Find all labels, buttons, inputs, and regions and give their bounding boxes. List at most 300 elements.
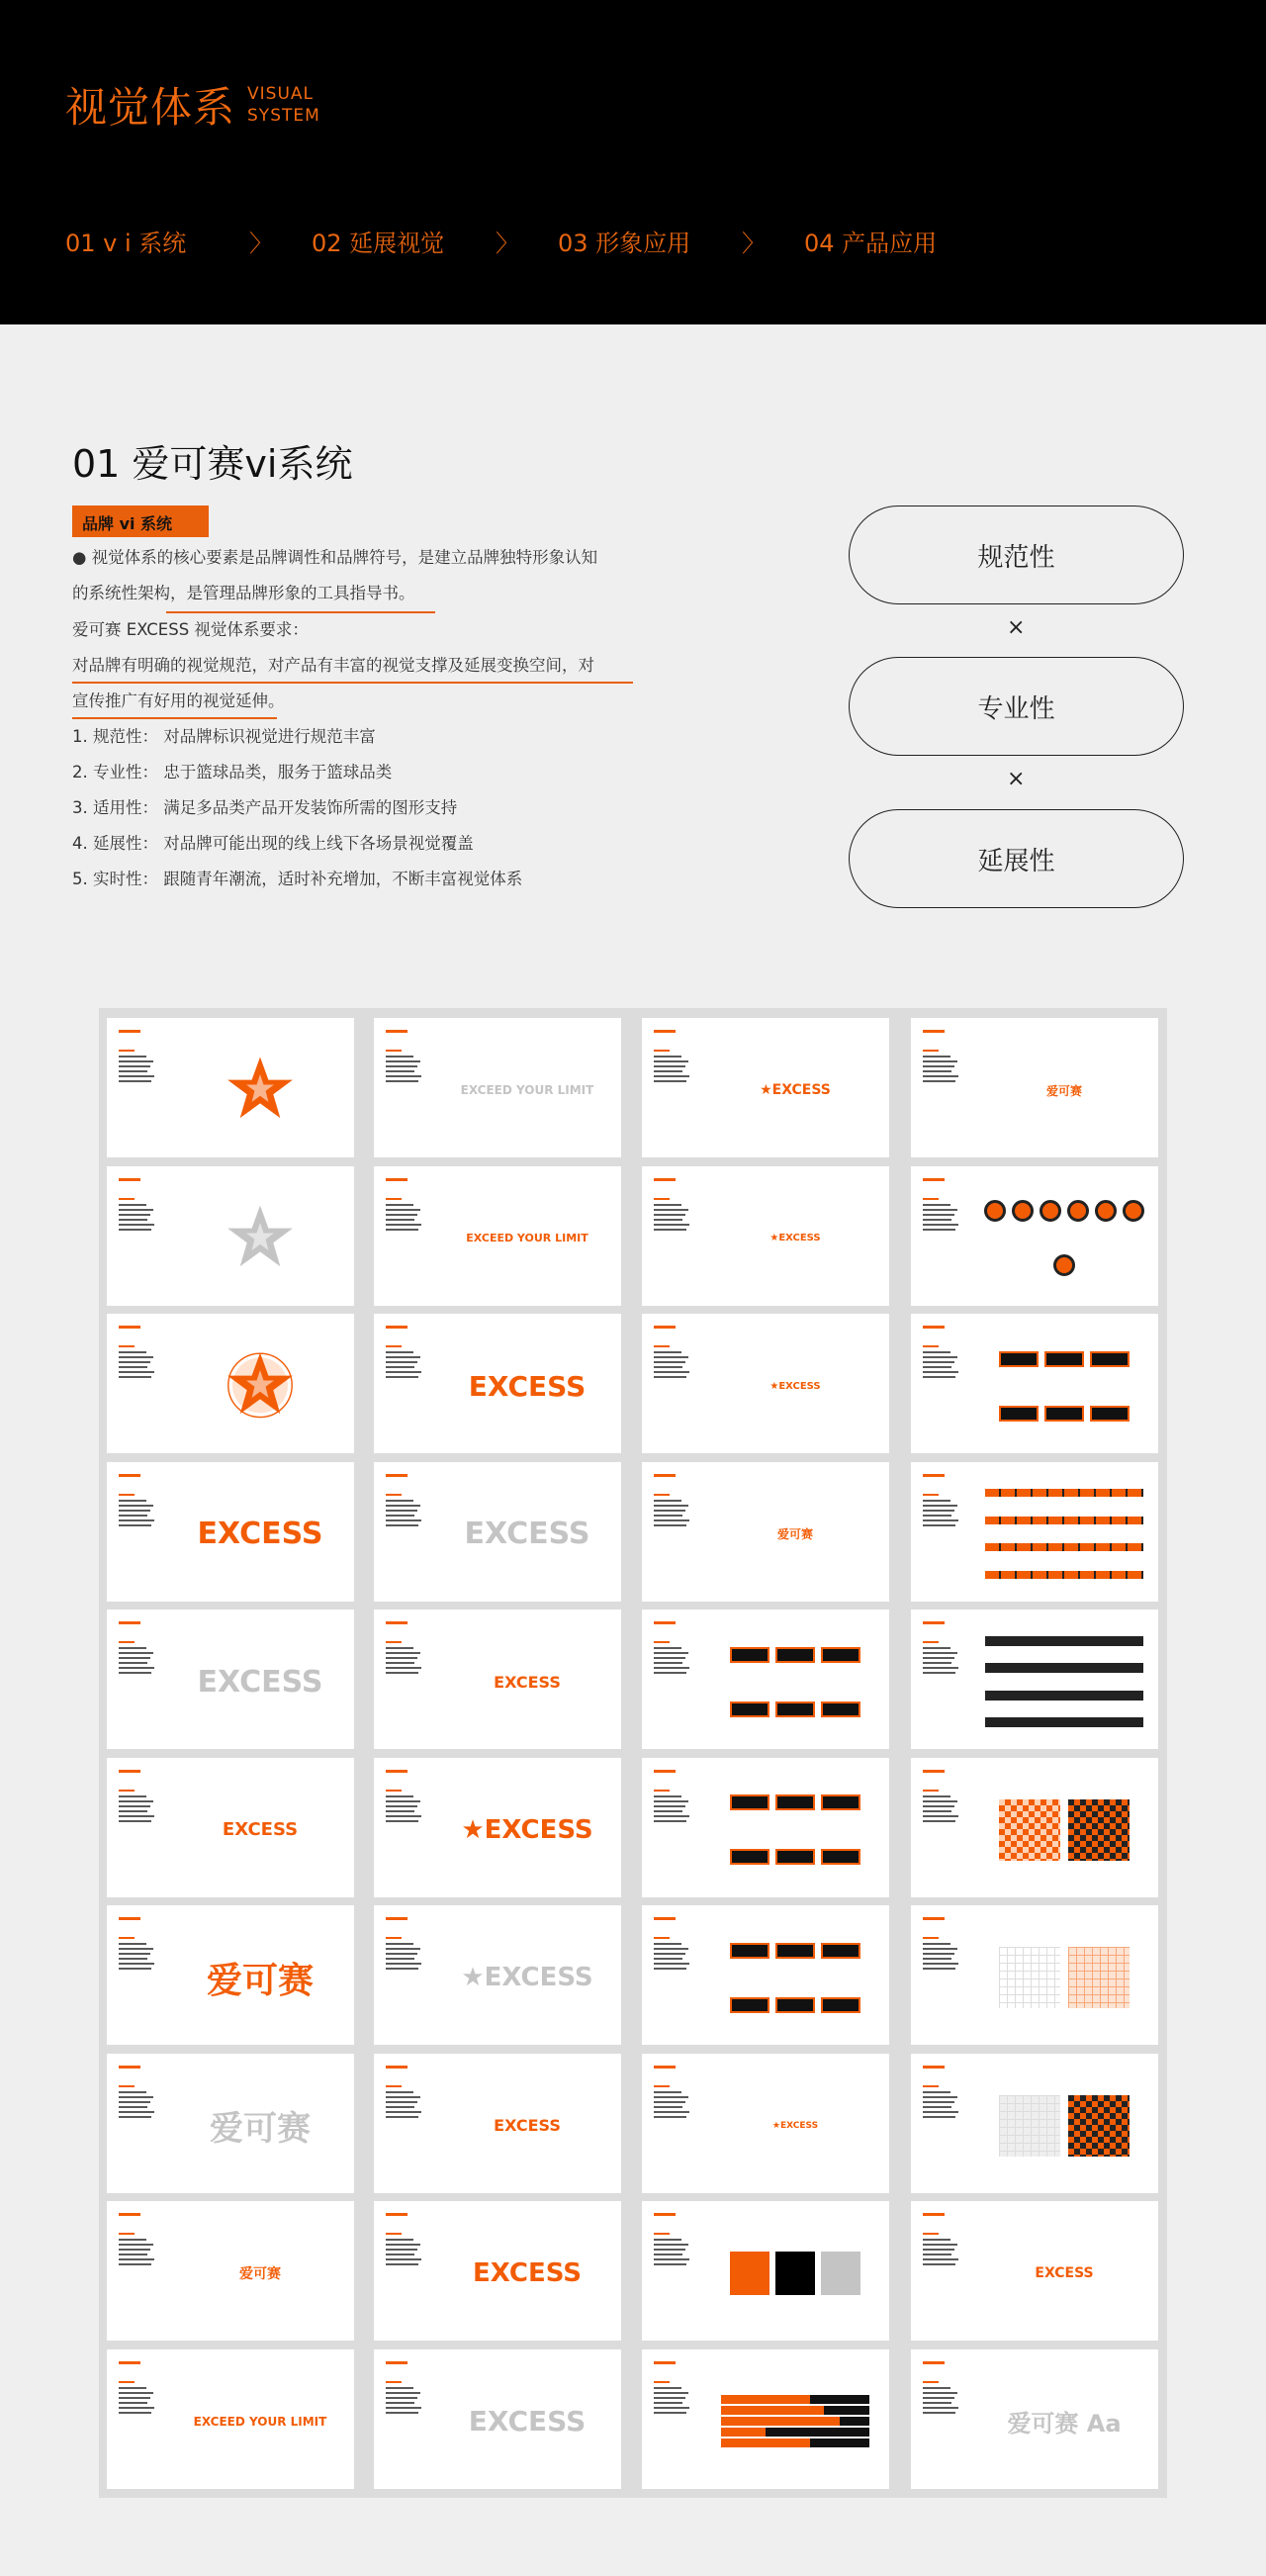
thumb-text-line [654,1070,682,1072]
thumb-text-line [654,1953,685,1955]
thumb-visual [176,1480,344,1589]
thumb-title [654,1917,676,1920]
thumb-title [119,2361,140,2364]
thumb-text-line [654,1056,681,1058]
nav-item-extension[interactable]: 02 延展视觉 [312,230,445,257]
vi-page-thumbnail[interactable] [107,1314,354,1453]
thumb-text-line [119,1963,154,1965]
thumb-text-line [923,1361,954,1363]
title-cn: 视觉体系 [65,83,236,132]
thumb-title [386,1178,407,1181]
vi-page-thumbnail[interactable] [911,1314,1158,1453]
thumb-text-line [386,1805,417,1807]
thumb-text-line [654,1524,686,1526]
thumb-title [923,1770,945,1773]
thumb-text-line [654,1224,689,1226]
thumb-text-line [923,1376,955,1378]
thumb-title [386,1621,407,1624]
thumb-subtitle [386,2085,402,2087]
logo-wordmark: 爱可赛 Aa [1007,2410,1122,2438]
thumb-text-line [386,2402,414,2404]
thumb-text-line [386,1371,421,1373]
nav-item-vi[interactable]: 01 v i 系统 [65,230,187,257]
thumb-text-line [386,1080,418,1082]
vi-page-thumbnail[interactable] [107,1610,354,1749]
color-swatch [730,2252,769,2295]
nav-item-image[interactable]: 03 形象应用 [558,230,691,257]
logo-block [730,1943,769,1959]
thumb-subtitle [119,1494,135,1496]
thumb-text-line [386,2111,421,2113]
thumb-text-line [119,1652,153,1654]
thumb-visual [711,2367,879,2476]
thumb-visual [443,2071,611,2180]
logo-block [821,1943,860,1959]
thumb-text-line [654,2239,681,2241]
thumb-text-line [654,2091,681,2093]
thumb-text-line [923,2101,954,2103]
body-line: 宣传推广有好用的视觉延伸。 [72,691,285,710]
stripe-band [985,1663,1143,1673]
grid-pattern [999,2095,1060,2157]
thumb-text-line [119,1657,150,1659]
thumb-text-line [654,2116,686,2118]
thumb-text-line [923,1219,951,1221]
thumb-subtitle [386,1345,402,1347]
vi-page-thumbnail[interactable] [374,2349,621,2489]
thumb-text-line [923,1224,958,1226]
thumb-visual [980,2367,1148,2476]
vi-page-thumbnail[interactable] [107,2349,354,2489]
header [0,0,1266,324]
logo-wordmark: 爱可赛 [776,1527,813,1541]
vi-page-thumbnail[interactable] [374,1758,621,1897]
thumb-text-line [386,1500,413,1502]
thumb-text-line [119,1524,151,1526]
thumb-text-line [923,2397,954,2399]
thumb-text-line [386,2096,420,2098]
thumb-text-line [654,1657,685,1659]
ratio-bar [721,2438,869,2447]
thumb-text-line [654,1510,685,1512]
chevron-right-icon: 〉 [742,230,766,257]
vi-page-thumbnail[interactable] [911,1166,1158,1306]
thumb-subtitle [654,1494,670,1496]
body-line: ● 视觉体系的核心要素是品牌调性和品牌符号，是建立品牌独特形象认知 [72,548,598,567]
thumb-title [654,1030,676,1033]
vi-page-thumbnail[interactable] [642,1610,889,1749]
logo-block [1090,1406,1130,1422]
vi-page-thumbnail[interactable] [911,2201,1158,2341]
thumb-text-line [386,1657,417,1659]
badge-icon [1053,1254,1075,1276]
thumb-title [923,1326,945,1329]
thumb-text-line [386,1351,413,1353]
badge-icon [1123,1200,1144,1222]
logo-wordmark: EXCESS [468,2405,587,2438]
thumb-title [386,1474,407,1477]
vi-page-thumbnail[interactable] [642,1462,889,1602]
thumb-text-line [923,2254,951,2255]
thumb-text-line [119,1070,147,1072]
thumb-text-line [923,2387,950,2389]
thumb-title [119,1326,140,1329]
thumb-text-line [386,1361,417,1363]
thumb-text-line [923,1519,958,1521]
thumb-visual [176,1332,344,1440]
thumb-title [386,2361,407,2364]
thumb-text-line [119,2412,151,2414]
thumb-subtitle [119,1345,135,1347]
logo-block [730,1997,769,2013]
thumb-subtitle [386,1641,402,1643]
thumb-visual [443,1184,611,1293]
thumb-text-line [386,1219,414,1221]
thumb-text-line [923,1800,957,1802]
thumb-visual [443,1923,611,2032]
thumb-text-line [923,2239,950,2241]
logo-block [775,1943,815,1959]
vi-page-thumbnail[interactable] [911,1905,1158,2045]
thumb-text-line [119,1356,153,1358]
vi-page-thumbnail[interactable] [107,1905,354,2045]
thumb-text-line [119,2249,150,2251]
thumb-visual [980,1332,1148,1440]
thumb-subtitle [923,2381,939,2383]
vi-page-thumbnail[interactable] [911,1758,1158,1897]
thumb-text-line [654,1795,681,1797]
thumb-text-line [654,2111,689,2113]
logo-block [999,1351,1039,1367]
thumb-title [654,2361,676,2364]
list-item: 5. 实时性： 跟随青年潮流，适时补充增加，不断丰富视觉体系 [72,870,523,888]
ratio-bar [721,2428,869,2437]
badge-icon [1067,1200,1089,1222]
thumb-subtitle [386,1790,402,1792]
thumb-title [923,1621,945,1624]
thumb-text-line [654,1361,685,1363]
vi-page-thumbnail[interactable] [642,1758,889,1897]
logo-wordmark: EXCESS [222,1819,299,1840]
thumb-text-line [386,1519,421,1521]
thumb-text-line [386,1229,418,1231]
pattern-dark [1068,2095,1130,2157]
thumb-subtitle [386,1494,402,1496]
vi-page-thumbnail[interactable] [642,2054,889,2193]
thumb-text-line [386,2392,420,2394]
thumb-text-line [654,2096,688,2098]
stripe-band [985,1636,1143,1646]
thumb-text-line [386,1070,414,1072]
vi-thumbnail-grid [99,1008,1167,2498]
thumb-text-line [923,1351,950,1353]
thumb-text-line [654,1366,682,1368]
thumb-text-line [119,1810,147,1812]
vi-page-thumbnail[interactable] [642,1018,889,1157]
thumb-text-line [119,2402,147,2404]
stripe-band [985,1571,1143,1579]
vi-page-thumbnail[interactable] [642,1905,889,2045]
thumb-text-line [119,1820,151,1822]
thumb-visual [980,1480,1148,1589]
thumb-text-line [386,1214,417,1216]
thumb-subtitle [923,1790,939,1792]
star-logo-icon [226,1054,295,1127]
thumb-text-line [654,1958,682,1960]
title-en-line1: VISUAL [247,84,314,104]
vi-page-thumbnail[interactable] [911,1462,1158,1602]
thumb-text-line [923,1795,950,1797]
vi-page-thumbnail[interactable] [107,1758,354,1897]
vi-page-thumbnail[interactable] [107,1166,354,1306]
vi-page-thumbnail[interactable] [107,2054,354,2193]
thumb-text-line [386,1815,421,1817]
thumb-title [923,2066,945,2069]
thumb-text-line [654,1647,681,1649]
logo-block [1044,1406,1084,1422]
thumb-visual [711,1036,879,1145]
thumb-text-line [654,1500,681,1502]
vi-page-thumbnail[interactable] [911,1018,1158,1157]
thumb-text-line [923,2263,955,2265]
thumb-visual [176,1923,344,2032]
body-line: 的系统性架构，是管理品牌形象的工具指导书。 [72,584,415,602]
thumb-text-line [923,1805,954,1807]
thumb-text-line [923,1060,957,1062]
underline [72,682,633,684]
vi-page-thumbnail[interactable] [911,2349,1158,2489]
vi-page-thumbnail[interactable] [374,1610,621,1749]
thumb-text-line [654,2254,682,2255]
vi-page-thumbnail[interactable] [107,1462,354,1602]
thumb-text-line [654,1065,685,1067]
thumb-text-line [654,2387,681,2389]
thumb-visual [443,2367,611,2476]
thumb-text-line [654,1214,685,1216]
thumb-text-line [119,1229,151,1231]
vi-page-thumbnail[interactable] [374,1905,621,2045]
badge-icon [984,1200,1006,1222]
thumb-text-line [654,1948,688,1950]
vi-page-thumbnail[interactable] [374,1018,621,1157]
brand-title [65,75,320,135]
thumb-visual [176,1627,344,1736]
thumb-text-line [119,2101,150,2103]
thumb-subtitle [386,2233,402,2235]
thumb-visual [980,2071,1148,2180]
thumb-text-line [386,1968,418,1970]
logo-block [821,1794,860,1810]
thumb-text-line [119,1943,146,1945]
thumb-text-line [119,1209,153,1211]
thumb-text-line [119,1948,153,1950]
thumb-text-line [119,1968,151,1970]
vi-page-thumbnail[interactable] [374,1314,621,1453]
thumb-text-line [386,2101,417,2103]
thumb-text-line [923,1810,951,1812]
thumb-text-line [386,1065,417,1067]
thumb-text-line [923,2412,955,2414]
thumb-title [386,1917,407,1920]
thumb-title [386,2213,407,2216]
nav-item-product[interactable]: 04 产品应用 [804,230,938,257]
thumb-text-line [923,1356,957,1358]
thumb-text-line [119,1795,146,1797]
thumb-text-line [923,2244,957,2246]
thumb-visual [711,1627,879,1736]
thumb-subtitle [654,1198,670,1200]
thumb-subtitle [654,2233,670,2235]
underline [166,611,435,613]
body-line: 爱可赛 EXCESS 视觉体系要求： [72,620,309,639]
thumb-text-line [654,2412,686,2414]
thumb-text-line [119,2258,154,2260]
thumb-text-line [923,1371,958,1373]
thumb-text-line [923,1958,951,1960]
thumb-subtitle [119,2381,135,2383]
thumb-text-line [923,1505,957,1507]
thumb-text-line [119,1662,147,1664]
ratio-bar [721,2395,869,2404]
vi-page-thumbnail[interactable] [374,2201,621,2341]
thumb-text-line [386,2258,421,2260]
thumb-text-line [654,1820,686,1822]
thumb-visual [443,1036,611,1145]
thumb-text-line [386,2116,418,2118]
thumb-visual [176,1184,344,1293]
logo-wordmark: EXCESS [197,1517,323,1551]
thumb-text-line [654,2106,682,2108]
times-icon: × [1007,767,1026,791]
thumb-text-line [654,1652,688,1654]
thumb-visual [711,1923,879,2032]
thumb-text-line [923,1815,958,1817]
vi-page-thumbnail[interactable] [107,2201,354,2341]
thumb-subtitle [119,1198,135,1200]
thumb-subtitle [119,2085,135,2087]
stripe-band [985,1543,1143,1551]
thumb-subtitle [386,1198,402,1200]
thumb-text-line [119,1815,154,1817]
thumb-text-line [386,2387,413,2389]
thumb-text-line [654,1968,686,1970]
thumb-text-line [386,1515,414,1517]
vi-page-thumbnail[interactable] [642,1166,889,1306]
thumb-text-line [119,1805,150,1807]
thumb-text-line [119,1515,147,1517]
grid-pattern [999,1947,1060,2008]
thumb-text-line [119,2387,146,2389]
thumb-subtitle [119,1937,135,1939]
logo-wordmark: ★EXCESS [760,1082,831,1098]
vi-page-thumbnail[interactable] [911,2054,1158,2193]
thumb-subtitle [119,1641,135,1643]
thumb-subtitle [386,2381,402,2383]
logo-block [730,1794,769,1810]
vi-page-thumbnail[interactable] [374,1462,621,1602]
thumb-text-line [386,1056,413,1058]
title-en [247,83,320,127]
thumb-text-line [923,2106,951,2108]
thumb-text-line [923,1214,954,1216]
thumb-text-line [923,2116,955,2118]
thumb-text-line [654,1667,689,1669]
thumb-text-line [654,1371,689,1373]
thumb-text-line [386,2254,414,2255]
thumb-text-line [119,2111,154,2113]
thumb-text-line [386,1672,418,1674]
vi-page-thumbnail[interactable] [642,2201,889,2341]
thumb-text-line [923,1667,958,1669]
thumb-text-line [386,1953,417,1955]
color-swatch [775,2252,815,2295]
list-item: 2. 专业性： 忠于篮球品类，服务于篮球品类 [72,763,393,782]
logo-wordmark: EXCEED YOUR LIMIT [466,1232,588,1244]
vi-page-thumbnail[interactable] [911,1610,1158,1749]
vi-page-thumbnail[interactable] [374,1166,621,1306]
thumb-visual [443,2219,611,2328]
logo-wordmark: ★EXCESS [769,1380,821,1392]
vi-page-thumbnail[interactable] [107,1018,354,1157]
logo-wordmark: EXCESS [494,2116,561,2135]
thumb-visual [443,1776,611,1885]
thumb-text-line [923,2249,954,2251]
thumb-text-line [119,2263,151,2265]
checker-pattern [999,1799,1060,1861]
thumb-visual [980,2219,1148,2328]
thumb-text-line [654,1515,682,1517]
vi-page-thumbnail[interactable] [374,2054,621,2193]
thumb-text-line [654,1356,688,1358]
thumb-title [386,2066,407,2069]
thumb-text-line [654,1810,682,1812]
thumb-text-line [119,1219,147,1221]
logo-block [821,1647,860,1663]
vi-page-thumbnail[interactable] [642,1314,889,1453]
thumb-title [386,1770,407,1773]
list-item: 4. 延展性： 对品牌可能出现的线上线下各场景视觉覆盖 [72,834,474,853]
logo-wordmark: EXCESS [472,2258,582,2288]
thumb-subtitle [923,1198,939,1200]
logo-wordmark: EXCESS [1035,2265,1094,2281]
thumb-text-line [923,1953,954,1955]
thumb-text-line [923,1652,957,1654]
logo-block [730,1849,769,1865]
logo-wordmark: EXCEED YOUR LIMIT [460,1083,594,1097]
thumb-text-line [923,1075,958,1077]
thumb-subtitle [923,2233,939,2235]
thumb-text-line [654,1075,689,1077]
thumb-text-line [654,2392,688,2394]
thumb-text-line [923,1056,950,1058]
thumb-title [923,2213,945,2216]
thumb-text-line [119,2091,146,2093]
thumb-title [923,1474,945,1477]
star-logo-icon [226,1349,295,1423]
thumb-text-line [386,2263,418,2265]
thumb-visual [711,1776,879,1885]
thumb-text-line [923,2258,958,2260]
logo-wordmark: ★EXCESS [771,2120,819,2131]
thumb-title [654,1474,676,1477]
thumb-text-line [923,2407,958,2409]
thumb-text-line [119,1500,146,1502]
thumb-text-line [923,1366,951,1368]
vi-page-thumbnail[interactable] [642,2349,889,2489]
thumb-text-line [119,1647,146,1649]
thumb-text-line [119,1361,150,1363]
thumb-subtitle [923,1641,939,1643]
